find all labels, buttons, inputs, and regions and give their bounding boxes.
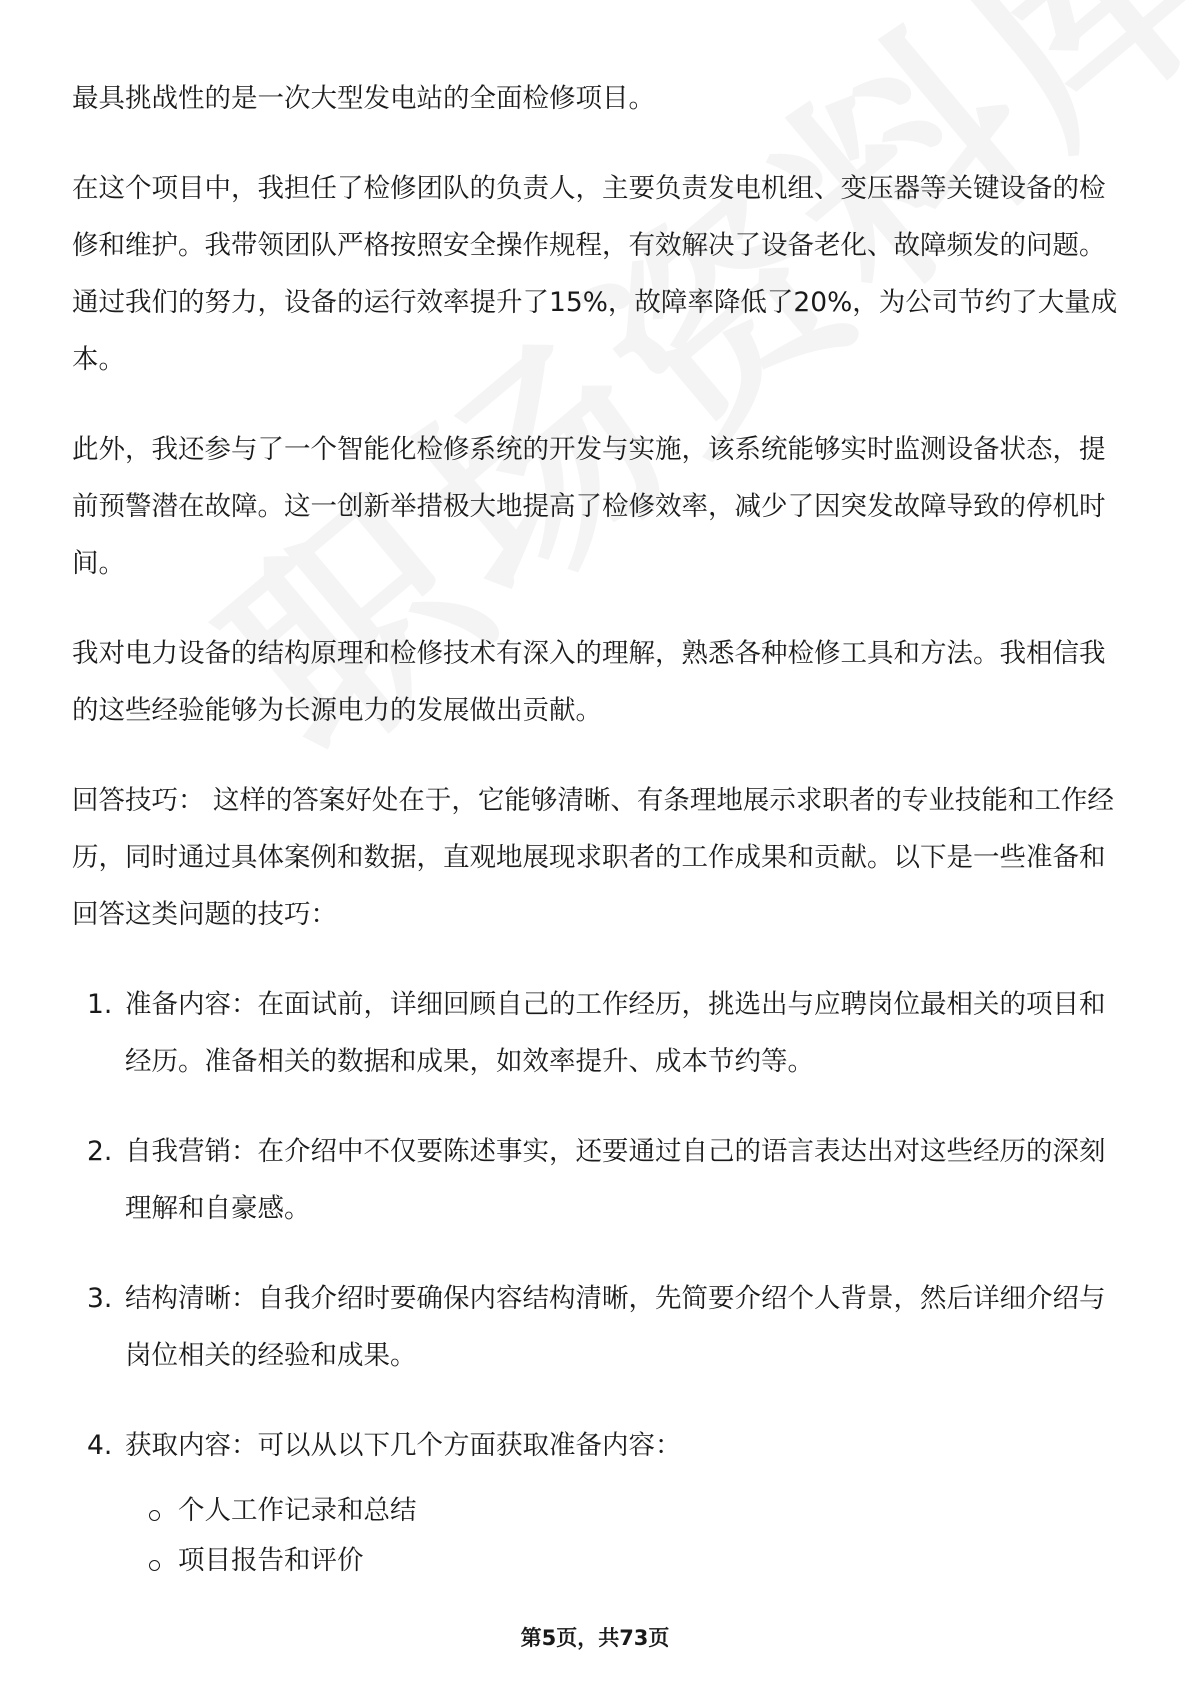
paragraph-project: 在这个项目中，我担任了检修团队的负责人，主要负责发电机组、变压器等关键设备的检修和维护。我带领团队严格按照安全操作规程，有效解决了设备老化、故障频发的问题。通过我们的努力，设备的运行效率提升了15%，故障率降低了20%，为公司节约了大量成本。 (72, 173, 1118, 375)
sub-list-item (72, 1486, 1122, 1536)
paragraph-expertise: 我对电力设备的结构原理和检修技术有深入的理解，熟悉各种检修工具和方法。我相信我的这些经验能够为长源电力的发展做出贡献。 (72, 638, 1106, 726)
circle-bullet-icon (149, 1510, 160, 1521)
sub-list-item-text: 项目报告和评价 (178, 1545, 364, 1576)
list-item (72, 976, 1122, 1090)
sub-list-item (72, 1536, 1122, 1586)
list-item (72, 1417, 1122, 1474)
list-item-text: 准备内容：在面试前，详细回顾自己的工作经历，挑选出与应聘岗位最相关的项目和经历。准备相关的数据和成果，如效率提升、成本节约等。 (125, 989, 1106, 1077)
sub-list-item-text: 个人工作记录和总结 (178, 1495, 417, 1526)
paragraph-system: 此外，我还参与了一个智能化检修系统的开发与实施，该系统能够实时监测设备状态，提前预警潜在故障。这一创新举措极大地提高了检修效率，减少了因突发故障导致的停机时间。 (72, 434, 1106, 579)
list-item-text: 结构清晰：自我介绍时要确保内容结构清晰，先简要介绍个人背景，然后详细介绍与岗位相关的经验和成果。 (125, 1283, 1106, 1371)
document-body (72, 70, 1122, 1586)
sub-list (72, 1486, 1122, 1586)
list-number: 1. (87, 989, 113, 1020)
tips-list (72, 976, 1122, 1474)
page-footer: 第5页，共73页 (520, 1626, 670, 1650)
list-item-text: 自我营销：在介绍中不仅要陈述事实，还要通过自己的语言表达出对这些经历的深刻理解和自豪感。 (125, 1136, 1106, 1224)
list-number: 2. (87, 1136, 113, 1167)
list-item (72, 1270, 1122, 1384)
paragraph-intro: 最具挑战性的是一次大型发电站的全面检修项目。 (72, 83, 655, 114)
circle-bullet-icon (149, 1560, 160, 1571)
list-number: 3. (87, 1283, 113, 1314)
list-number: 4. (87, 1430, 113, 1461)
list-item (72, 1123, 1122, 1237)
paragraph-tips-intro: 回答技巧： 这样的答案好处在于，它能够清晰、有条理地展示求职者的专业技能和工作经历，同时通过具体案例和数据，直观地展现求职者的工作成果和贡献。以下是一些准备和回答这类问题的技巧： (72, 785, 1114, 930)
list-item-text: 获取内容：可以从以下几个方面获取准备内容： (125, 1430, 682, 1461)
